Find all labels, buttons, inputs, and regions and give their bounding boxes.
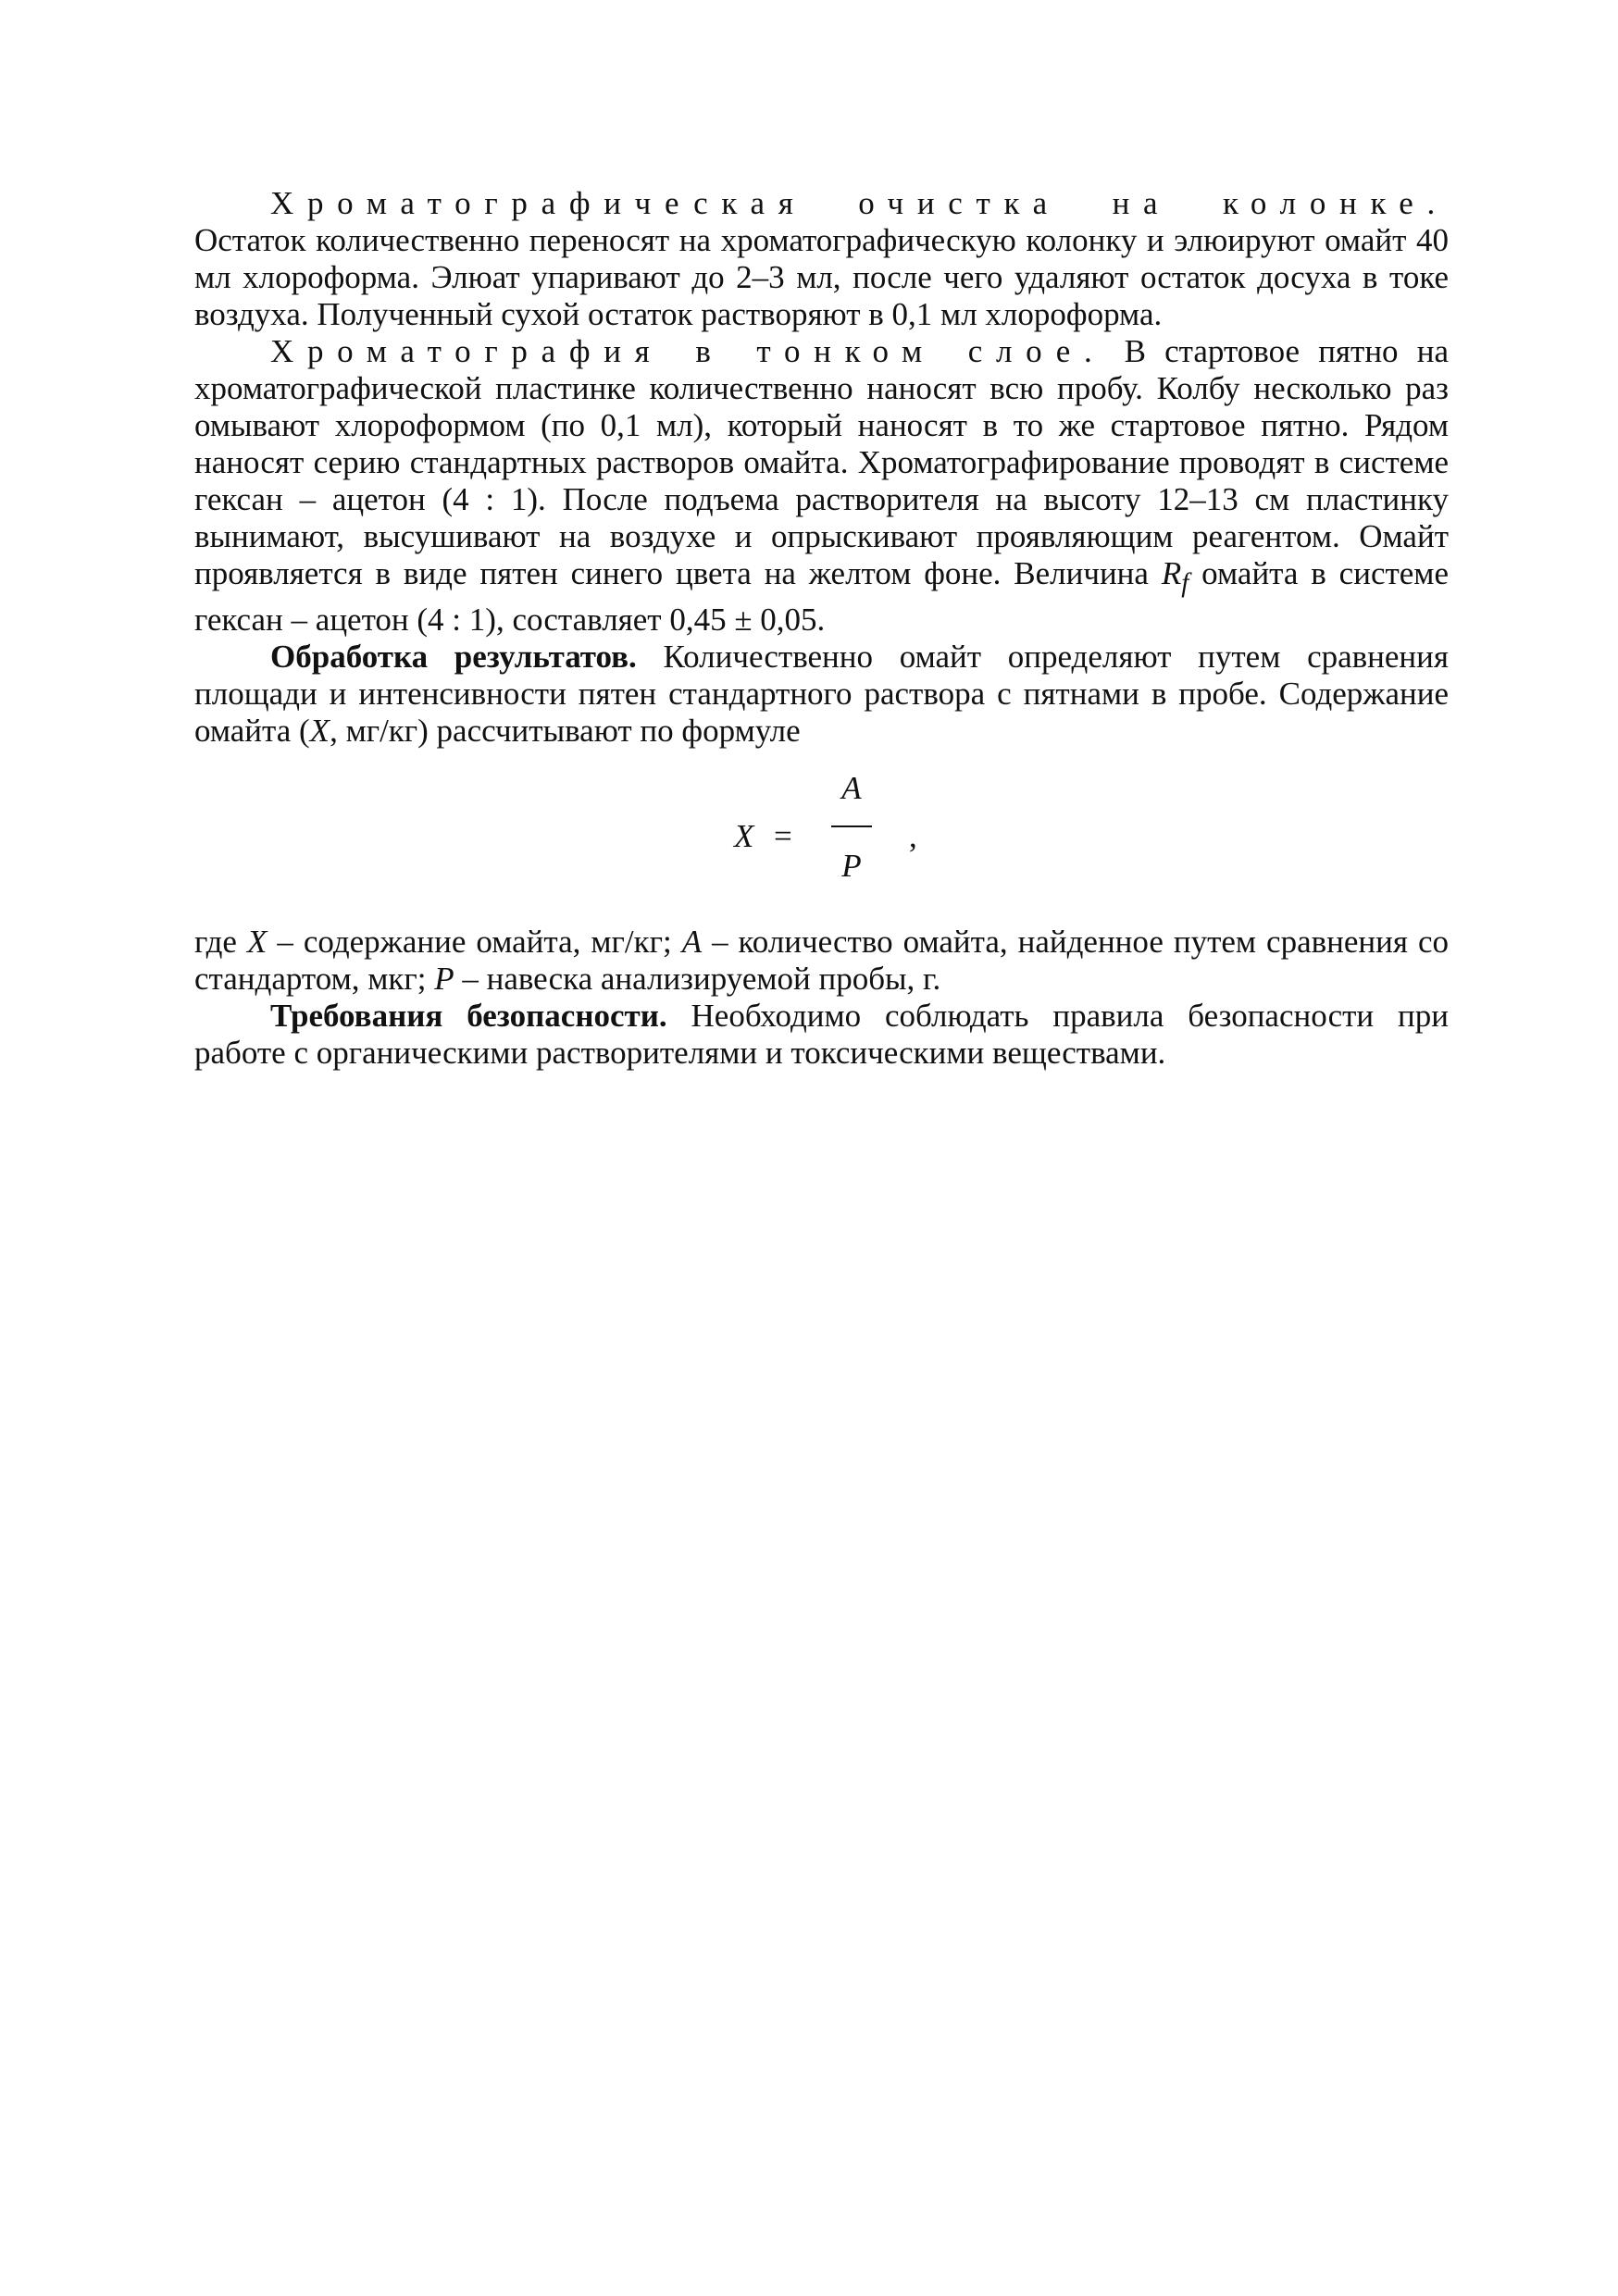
legend-text: – количество омайта, найденное путем сравнения со стандартом, мкг; [194, 924, 1449, 997]
formula-numerator: A [841, 770, 862, 806]
section-heading-thin-layer: Хроматография в тонком слое. [270, 333, 1106, 369]
variable-x: X [246, 924, 268, 960]
formula-equals-sign: = [774, 818, 792, 854]
paragraph-results [194, 639, 1449, 750]
rf-symbol: R [1161, 555, 1182, 591]
section-heading-safety: Требования безопасности. [270, 998, 667, 1034]
formula-fraction [824, 766, 879, 888]
legend-lead: где [194, 924, 247, 960]
paragraph-text: омайта в системе гексан – ацетон (4 : 1), составляет 0,45 ± 0,05. [194, 555, 1449, 638]
variable-p: P [434, 961, 454, 997]
variable-x: X [309, 713, 330, 749]
paragraph-text: , мг/кг) рассчитывают по формуле [330, 713, 801, 749]
formula [194, 757, 1449, 920]
paragraph-safety [194, 998, 1449, 1072]
legend-text: – навеска анализируемой пробы, г. [454, 961, 941, 997]
paragraph-text: В стартовое пятно на хроматографической пластинке количественно наносят всю пробу. Колбу несколько раз омывают хлороформом (по 0,1 мл), который наносят в то же стартовое пятно. Рядом наносят серию стандартных растворов омайта. Хроматографирование проводят в системе гексан – ацетон (4 : 1). После подъема растворителя на высоту 12–13 см пластинку вынимают, высушивают на воздухе и опрыскивают проявляющим реагентом. Омайт проявляется в виде пятен синего цвета на желтом фоне. Величина [194, 333, 1449, 591]
paragraph-thin-layer [194, 333, 1449, 639]
formula-comma: , [909, 818, 917, 854]
legend-text: – содержание омайта, мг/кг; [267, 924, 682, 960]
fraction-bar [831, 825, 872, 827]
paragraph-text: Остаток количественно переносят на хроматографическую колонку и элюируют омайт 40 мл хлороформа. Элюат упаривают до 2–3 мл, после чего удаляют остаток досуха в токе воздуха. Полученный сухой остаток растворяют в 0,1 мл хлороформа. [194, 222, 1449, 332]
paragraph-legend [194, 924, 1449, 998]
paragraph-text: Количественно омайт определяют путем сравнения площади и интенсивности пятен стандартного раствора с пятнами в пробе. Содержание омайта ( [194, 639, 1449, 749]
formula-lhs: X [734, 818, 754, 854]
section-heading-results: Обработка результатов. [270, 639, 637, 675]
paragraph-column-cleanup [194, 185, 1449, 333]
rf-subscript: f [1181, 568, 1189, 598]
formula-denominator: P [841, 848, 862, 884]
section-heading-column-cleanup: Хроматографическая очистка на колонке. [270, 185, 1449, 221]
variable-a: A [681, 924, 703, 960]
document-page [194, 185, 1449, 1072]
paragraph-text: Необходимо соблюдать правила безопасности при работе с органическими растворителями и токсическими веществами. [194, 998, 1449, 1071]
